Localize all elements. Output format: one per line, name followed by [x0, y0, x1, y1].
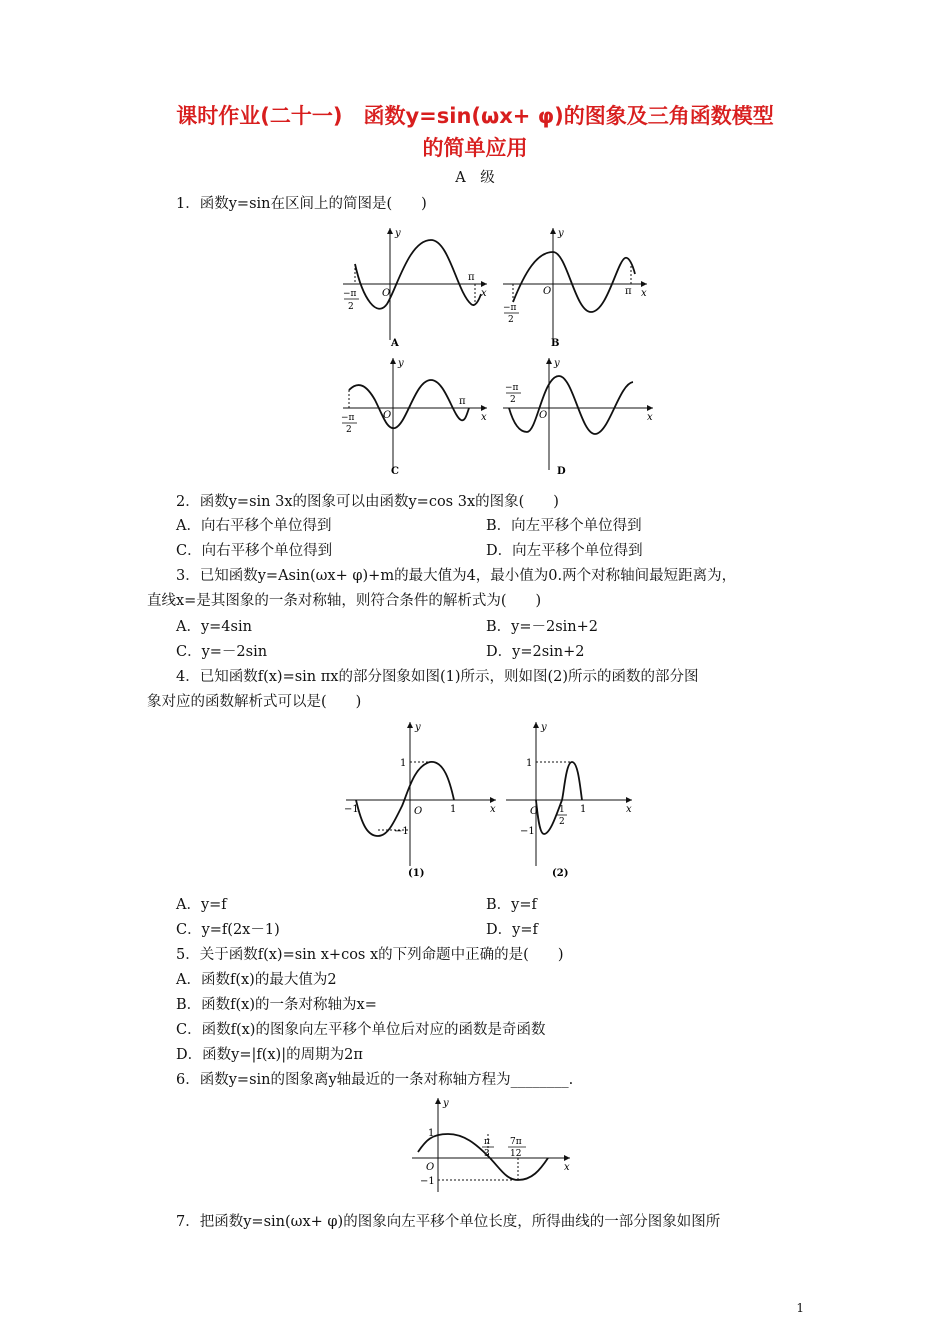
q4-stem-line1: 4．已知函数f(x)=sin πx的部分图象如图(1)所示，则如图(2)所示的函数的部分图 — [176, 669, 699, 685]
svg-text:O: O — [414, 806, 423, 817]
svg-text:2: 2 — [510, 395, 516, 405]
q2-option-d: D．向左平移个单位得到 — [486, 543, 643, 559]
q3-option-c: C．y=－2sin — [176, 644, 268, 660]
svg-text:(2): (2) — [552, 868, 569, 879]
q1-stem: 1．函数y=sin在区间上的简图是( ) — [176, 196, 427, 212]
title-line2: 的简单应用 — [422, 136, 528, 160]
page-number: 1 — [796, 1301, 804, 1315]
svg-text:−π: −π — [503, 303, 517, 313]
svg-text:π: π — [468, 272, 475, 283]
svg-text:x: x — [641, 288, 647, 299]
svg-text:1: 1 — [559, 805, 565, 815]
svg-text:2: 2 — [559, 817, 565, 827]
svg-text:7π: 7π — [510, 1137, 522, 1147]
q5-option-a: A．函数f(x)的最大值为2 — [176, 972, 337, 988]
svg-text:(1): (1) — [408, 868, 425, 879]
svg-text:−π: −π — [505, 383, 519, 393]
svg-text:1: 1 — [580, 804, 587, 815]
svg-text:y: y — [395, 228, 401, 239]
svg-text:y: y — [415, 722, 421, 733]
q3-stem-line2: 直线x=是其图象的一条对称轴，则符合条件的解析式为( ) — [147, 593, 542, 609]
svg-text:1: 1 — [428, 1128, 435, 1139]
q5-option-d: D．函数y=|f(x)|的周期为2π — [176, 1047, 363, 1063]
svg-text:π: π — [484, 1137, 490, 1147]
svg-text:1: 1 — [450, 804, 457, 815]
svg-text:O: O — [382, 288, 391, 299]
svg-text:−1: −1 — [394, 826, 409, 837]
q7-stem: 7．把函数y=sin(ωx+ φ)的图象向左平移个单位长度，所得曲线的一部分图象如图所 — [176, 1214, 721, 1230]
svg-text:2: 2 — [346, 425, 352, 435]
svg-text:π: π — [459, 396, 466, 407]
q4-option-d: D．y=f — [486, 922, 538, 938]
q6-graph — [408, 1094, 578, 1194]
svg-text:2: 2 — [348, 302, 354, 312]
svg-text:C: C — [391, 466, 399, 477]
svg-text:A: A — [391, 338, 399, 349]
svg-text:π: π — [625, 286, 632, 297]
svg-text:−π: −π — [341, 413, 355, 423]
q4-option-c: C．y=f(2x－1) — [176, 922, 280, 938]
svg-text:O: O — [530, 806, 539, 817]
q1-graph-a — [335, 222, 495, 350]
svg-text:x: x — [647, 412, 653, 423]
q5-stem: 5．关于函数f(x)=sin x+cos x的下列命题中正确的是( ) — [176, 947, 564, 963]
q3-option-d: D．y=2sin+2 — [486, 644, 585, 660]
q4-option-a: A．y=f — [176, 897, 227, 913]
q1-graph-b — [495, 222, 655, 350]
svg-text:y: y — [554, 358, 560, 369]
svg-text:B: B — [551, 338, 560, 349]
q4-option-b: B．y=f — [486, 897, 537, 913]
q4-graph-1 — [340, 716, 505, 886]
q4-graph-2 — [500, 716, 640, 886]
svg-text:x: x — [626, 804, 632, 815]
svg-text:1: 1 — [526, 758, 533, 769]
svg-text:y: y — [398, 358, 404, 369]
svg-text:x: x — [490, 804, 496, 815]
svg-text:O: O — [383, 410, 392, 421]
q2-option-a: A．向右平移个单位得到 — [176, 518, 332, 534]
q1-graph-d — [495, 352, 660, 480]
level-heading: A 级 — [455, 170, 495, 186]
q2-stem: 2．函数y=sin 3x的图象可以由函数y=cos 3x的图象( ) — [176, 494, 559, 510]
q4-stem-line2: 象对应的函数解析式可以是( ) — [147, 694, 362, 710]
q6-stem: 6．函数y=sin的图象离y轴最近的一条对称轴方程为________. — [176, 1072, 574, 1088]
svg-text:2: 2 — [508, 315, 514, 325]
q2-option-b: B．向左平移个单位得到 — [486, 518, 642, 534]
svg-text:y: y — [558, 228, 564, 239]
svg-text:O: O — [539, 410, 548, 421]
svg-text:−π: −π — [343, 289, 357, 299]
q2-option-c: C．向右平移个单位得到 — [176, 543, 333, 559]
svg-text:3: 3 — [484, 1149, 490, 1159]
svg-text:y: y — [541, 722, 547, 733]
svg-text:12: 12 — [510, 1149, 522, 1159]
svg-text:−1: −1 — [344, 804, 359, 815]
q3-option-b: B．y=－2sin+2 — [486, 619, 599, 635]
svg-text:−1: −1 — [520, 826, 535, 837]
svg-text:x: x — [481, 412, 487, 423]
q3-stem-line1: 3．已知函数y=Asin(ωx+ φ)+m的最大值为4，最小值为0.两个对称轴间最短距离为， — [176, 568, 737, 584]
svg-text:x: x — [481, 288, 487, 299]
svg-text:−1: −1 — [420, 1176, 435, 1187]
svg-text:O: O — [426, 1162, 435, 1173]
title-line1: 课时作业(二十一) 函数y=sin(ωx+ φ)的图象及三角函数模型 — [176, 104, 774, 128]
q5-option-c: C．函数f(x)的图象向左平移个单位后对应的函数是奇函数 — [176, 1022, 546, 1038]
svg-text:y: y — [443, 1098, 449, 1109]
q5-option-b: B．函数f(x)的一条对称轴为x= — [176, 997, 377, 1013]
q3-option-a: A．y=4sin — [176, 619, 252, 635]
svg-text:O: O — [543, 286, 552, 297]
svg-text:x: x — [564, 1162, 570, 1173]
svg-text:D: D — [557, 466, 566, 477]
q1-graph-c — [335, 352, 495, 480]
svg-text:1: 1 — [400, 758, 407, 769]
